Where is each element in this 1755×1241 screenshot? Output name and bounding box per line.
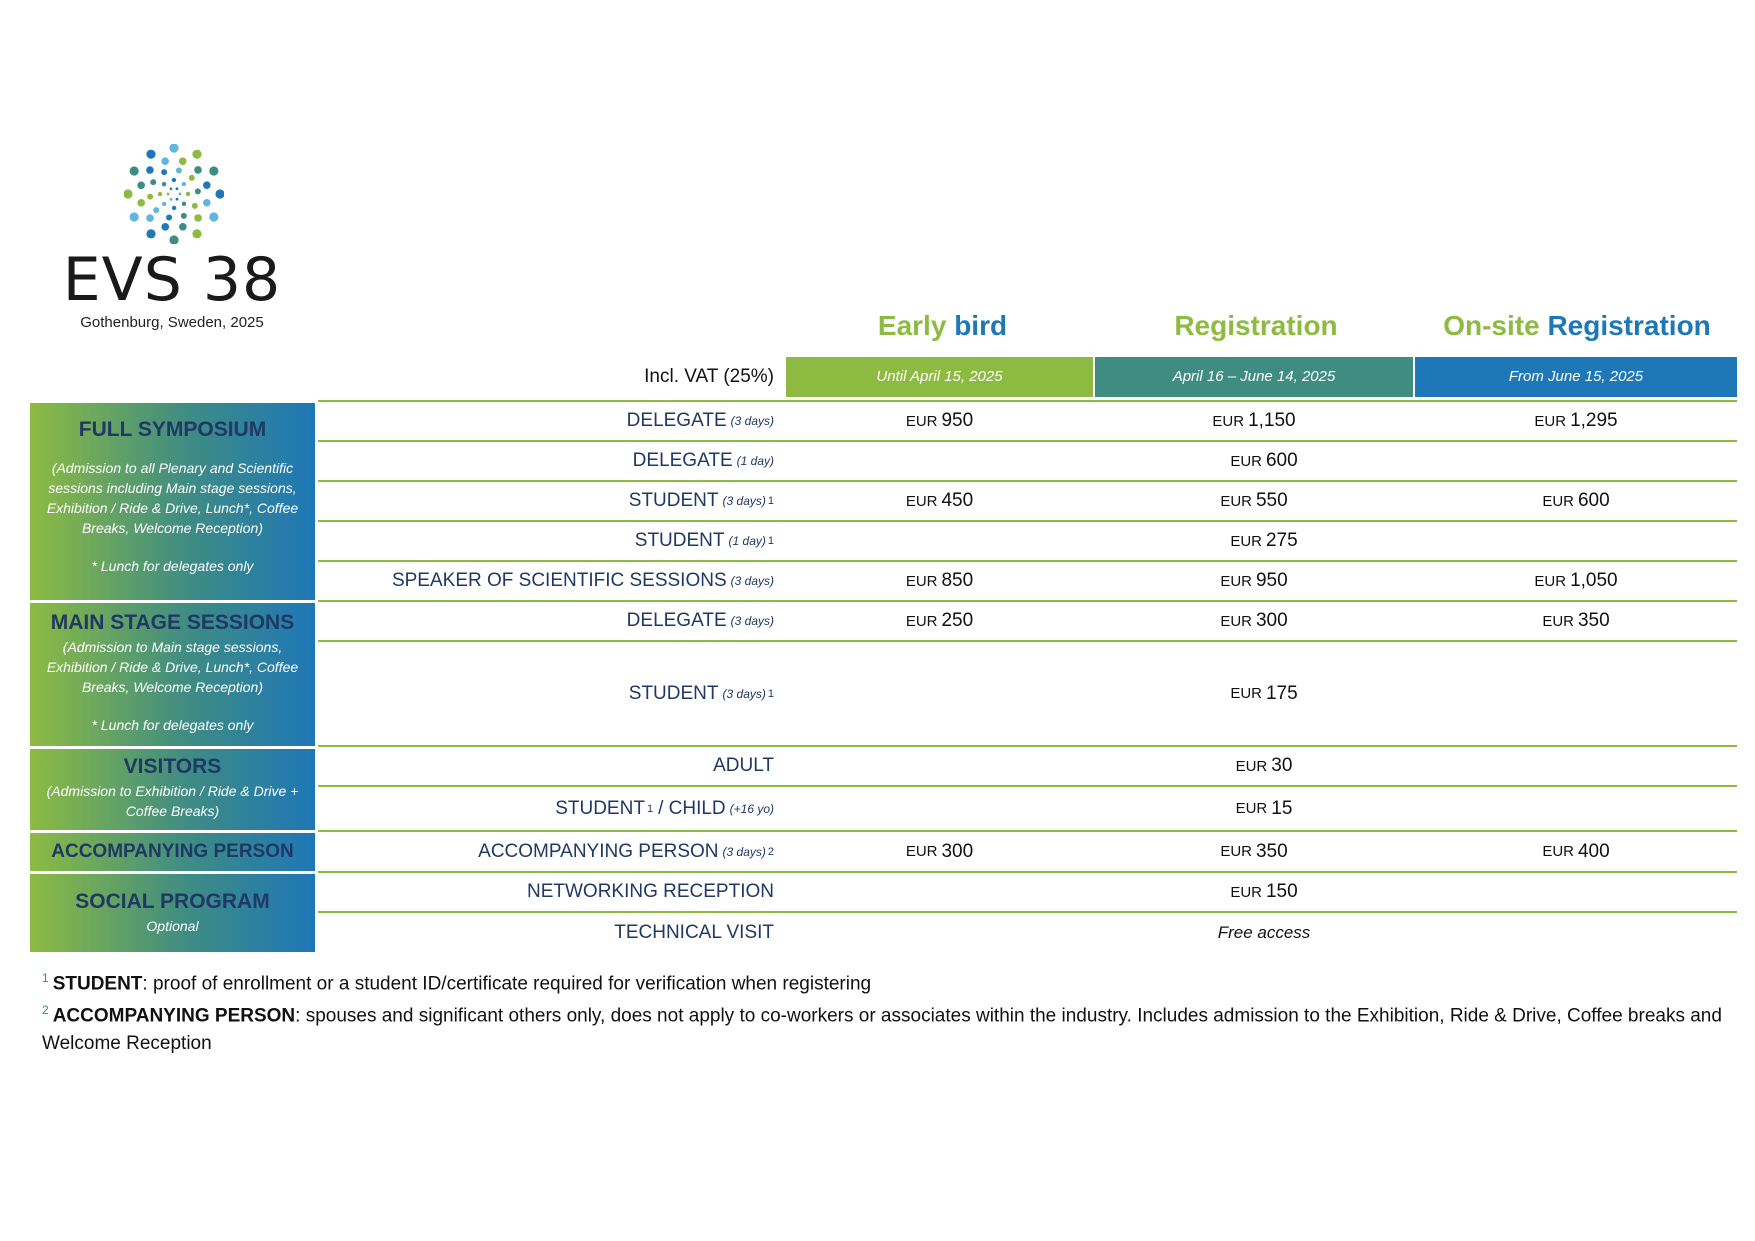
- category-title: ACCOMPANYING PERSON: [51, 841, 294, 862]
- logo-dot: [170, 187, 173, 190]
- currency: EUR: [1542, 843, 1574, 860]
- row-label: [318, 787, 774, 830]
- footnote-term: ACCOMPANYING PERSON: [52, 1005, 296, 1027]
- table-row: [318, 873, 1737, 913]
- logo-dot: [146, 150, 155, 159]
- footnote-mark: 1: [42, 971, 49, 985]
- label-text: STUDENT: [628, 490, 719, 511]
- price-value: 600: [1265, 450, 1298, 471]
- logo-dot: [169, 235, 178, 244]
- category-visitors: [30, 749, 315, 830]
- logo-dot: [162, 182, 166, 186]
- price-value: 300: [1255, 610, 1288, 631]
- price-value: 250: [941, 610, 974, 631]
- column-header-early-bird: [790, 308, 1095, 344]
- currency: EUR: [1220, 492, 1252, 510]
- price-onsite: [1415, 482, 1737, 520]
- price-value: 350: [1255, 840, 1288, 862]
- logo-dot: [179, 223, 187, 231]
- footnote-term: STUDENT: [52, 973, 143, 995]
- logo-dot: [176, 168, 182, 174]
- price-value: 1,295: [1570, 410, 1618, 431]
- logo-dot: [189, 175, 195, 181]
- label-qualifier: (+16 yo): [729, 801, 774, 816]
- logo-dot: [124, 189, 133, 198]
- price-early: [786, 482, 1093, 520]
- logo-dot: [209, 212, 218, 221]
- footnote-1: [42, 965, 1732, 997]
- currency: EUR: [1534, 572, 1567, 590]
- category-social-program: [30, 874, 315, 952]
- price-value: 150: [1265, 881, 1298, 902]
- label-text: STUDENT: [628, 682, 719, 704]
- category-main-stage: [30, 603, 315, 746]
- label-text: / CHILD: [658, 797, 726, 819]
- logo-dot: [146, 229, 155, 238]
- price-value: 1,050: [1570, 570, 1618, 591]
- currency: EUR: [1235, 800, 1268, 817]
- logo-dot: [130, 212, 139, 221]
- table-row: [318, 522, 1737, 562]
- logo-dot: [167, 193, 170, 196]
- currency: EUR: [905, 612, 938, 630]
- logo-dot: [153, 207, 159, 213]
- logo-dot: [195, 188, 201, 194]
- logo-dot: [146, 214, 154, 222]
- footnote-mark: 2: [767, 845, 774, 858]
- label-qualifier: (3 days): [730, 574, 774, 588]
- vat-label: Incl. VAT (25%): [644, 366, 774, 387]
- table-row: [318, 832, 1737, 873]
- label-text: ADULT: [713, 755, 774, 776]
- price-value: 15: [1271, 797, 1293, 819]
- table-row: [318, 482, 1737, 522]
- logo-dot: [209, 166, 218, 175]
- date-band-registration: April 16 – June 14, 2025: [1095, 357, 1413, 397]
- currency: EUR: [1220, 572, 1252, 590]
- price-registration: [1095, 482, 1413, 520]
- label-text: ACCOMPANYING PERSON: [478, 840, 719, 862]
- date-band-onsite: From June 15, 2025: [1415, 357, 1737, 397]
- logo-dot: [170, 198, 173, 201]
- row-label: [318, 482, 774, 520]
- footnotes: [42, 965, 1732, 1057]
- footnote-mark: 1: [767, 495, 774, 507]
- row-label: [318, 832, 774, 871]
- price-onsite: [1415, 832, 1737, 871]
- price-registration: [1095, 562, 1413, 600]
- header-word: Registration: [1547, 310, 1711, 341]
- label-qualifier: (3 days): [722, 686, 766, 701]
- logo-dot: [147, 194, 153, 200]
- category-description: Optional: [146, 918, 199, 934]
- label-text: TECHNICAL VISIT: [614, 922, 774, 943]
- logo-dot: [146, 166, 154, 174]
- logo-dot: [162, 202, 166, 206]
- logo-dot: [176, 187, 179, 190]
- header-word: On-site: [1443, 310, 1540, 341]
- footnote-text: : proof of enrollment or a student ID/certificate required for verification when registering: [142, 973, 872, 995]
- price-registration: [1095, 402, 1413, 440]
- logo-dot: [172, 178, 176, 182]
- logo-dot: [130, 166, 139, 175]
- currency: EUR: [905, 412, 938, 430]
- footnote-mark: 2: [42, 1003, 49, 1018]
- price-early: [786, 602, 1093, 640]
- row-label: [318, 522, 774, 560]
- row-label: [318, 602, 774, 640]
- logo-dot: [161, 223, 169, 231]
- logo-mark: [124, 144, 224, 244]
- currency: EUR: [1220, 612, 1252, 630]
- currency: EUR: [1212, 412, 1245, 430]
- currency: EUR: [1534, 412, 1567, 430]
- label-text: DELEGATE: [632, 450, 733, 471]
- logo-subtitle: Gothenburg, Sweden, 2025: [80, 314, 264, 331]
- currency: EUR: [1220, 843, 1252, 860]
- price-value: 950: [1255, 570, 1288, 591]
- category-description: (Admission to all Plenary and Scientific sessions including Main stage sessions, Exhibition / Ride & Drive, Lunch*, Coffee Breaks, Welcome Reception): [46, 460, 299, 536]
- column-header-onsite: [1417, 308, 1737, 344]
- footnote-mark: 1: [767, 535, 774, 547]
- footnote-text: : spouses and significant others only, does not apply to co-workers or associates within the industry. Includes admission to the Exhibition, Ride & Drive, Coffee breaks and Welcome Reception: [42, 1005, 1722, 1054]
- logo-dot: [161, 169, 167, 175]
- label-qualifier: (3 days): [730, 614, 774, 628]
- logo-dot: [179, 193, 182, 196]
- currency: EUR: [1230, 452, 1262, 470]
- currency: EUR: [1542, 492, 1574, 510]
- logo-dot: [194, 214, 202, 222]
- label-text: STUDENT: [634, 530, 725, 551]
- label-qualifier: (1 day): [736, 454, 774, 468]
- logo-dot: [176, 198, 179, 201]
- logo-dot: [172, 206, 176, 210]
- logo-dot: [158, 192, 162, 196]
- currency: EUR: [1235, 757, 1268, 775]
- category-title: FULL SYMPOSIUM: [78, 418, 267, 441]
- price-all-periods: [1095, 873, 1433, 911]
- currency: EUR: [905, 843, 938, 860]
- price-value: 550: [1255, 490, 1288, 511]
- logo-dot: [192, 203, 198, 209]
- label-text: DELEGATE: [626, 410, 727, 431]
- price-onsite: [1415, 562, 1737, 600]
- logo-dot: [215, 189, 224, 198]
- table-row: [318, 642, 1737, 747]
- currency: EUR: [1230, 685, 1262, 702]
- price-all-periods: [1095, 747, 1433, 785]
- logo-dot: [137, 181, 145, 189]
- logo-dot: [137, 199, 145, 207]
- category-accompanying: [30, 833, 315, 871]
- table-row: [318, 913, 1737, 953]
- currency: EUR: [905, 492, 938, 510]
- logo-dot: [192, 150, 201, 159]
- category-description: (Admission to Exhibition / Ride & Drive + Coffee Breaks): [46, 783, 299, 819]
- footnote-mark: 1: [767, 687, 774, 700]
- price-registration: [1095, 602, 1413, 640]
- logo-dot: [181, 213, 187, 219]
- label-qualifier: (1 day): [728, 534, 766, 548]
- price-all-periods: [1095, 522, 1433, 560]
- header-word: bird: [954, 310, 1008, 341]
- label-text: NETWORKING RECEPTION: [526, 881, 774, 902]
- label-text: DELEGATE: [626, 610, 727, 631]
- table-row: [318, 400, 1737, 442]
- row-label: [318, 873, 774, 911]
- price-value: 850: [941, 570, 974, 591]
- label-text: SPEAKER OF SCIENTIFIC SESSIONS: [391, 570, 727, 591]
- price-value: 300: [941, 840, 974, 862]
- logo-dot: [194, 166, 202, 174]
- price-value: 950: [941, 410, 974, 431]
- currency: EUR: [1542, 612, 1574, 630]
- header-word: Early: [877, 310, 947, 341]
- logo-dot: [150, 179, 156, 185]
- row-label: [318, 913, 774, 953]
- footnote-2: [42, 997, 1732, 1056]
- price-value: 30: [1271, 755, 1293, 776]
- label-qualifier: (3 days): [722, 844, 766, 859]
- logo-dot: [186, 192, 190, 196]
- price-early: [786, 562, 1093, 600]
- price-value: 450: [941, 490, 974, 511]
- table-row: [318, 562, 1737, 602]
- category-title: SOCIAL PROGRAM: [75, 890, 270, 913]
- label-qualifier: (3 days): [730, 414, 774, 428]
- logo-dot: [169, 144, 178, 153]
- category-full-symposium: [30, 403, 315, 600]
- row-label: [318, 642, 774, 745]
- footnote-mark: 1: [646, 802, 654, 815]
- category-title: MAIN STAGE SESSIONS: [50, 611, 295, 634]
- table-row: [318, 747, 1737, 787]
- currency: EUR: [1230, 883, 1262, 901]
- price-value: 350: [1577, 610, 1610, 631]
- price-onsite: [1415, 402, 1737, 440]
- category-note: * Lunch for delegates only: [91, 717, 254, 733]
- price-all-periods: [1095, 642, 1433, 745]
- table-row: [318, 787, 1737, 832]
- row-label: [318, 442, 774, 480]
- row-label: [318, 747, 774, 785]
- row-label: [318, 562, 774, 600]
- price-registration: [1095, 832, 1413, 871]
- currency: EUR: [905, 572, 938, 590]
- logo-title: EVS 38: [62, 245, 282, 315]
- label-qualifier: (3 days): [722, 494, 766, 508]
- price-value: 400: [1577, 840, 1610, 862]
- price-all-periods: [1095, 787, 1433, 830]
- logo-dot: [203, 181, 211, 189]
- category-title: VISITORS: [123, 755, 222, 778]
- price-early: [786, 832, 1093, 871]
- logo-dot: [182, 182, 186, 186]
- price-value: 600: [1577, 490, 1610, 511]
- column-header-registration: Registration: [1174, 310, 1338, 341]
- price-all-periods: Free access: [1217, 923, 1311, 942]
- date-band-early: Until April 15, 2025: [786, 357, 1093, 397]
- logo-dot: [179, 157, 187, 165]
- price-value: 1,150: [1248, 410, 1296, 431]
- label-text: STUDENT: [555, 797, 645, 819]
- price-all-periods: [1095, 442, 1433, 480]
- logo-dot: [192, 229, 201, 238]
- table-row: [318, 442, 1737, 482]
- category-note: * Lunch for delegates only: [91, 558, 254, 574]
- currency: EUR: [1230, 532, 1262, 550]
- logo-dot: [182, 202, 186, 206]
- row-label: [318, 402, 774, 440]
- logo-dot: [166, 214, 172, 220]
- price-value: 175: [1265, 682, 1298, 704]
- price-value: 275: [1265, 530, 1298, 551]
- logo-dot: [203, 199, 211, 207]
- logo-dot: [161, 157, 169, 165]
- price-onsite: [1415, 602, 1737, 640]
- price-early: [786, 402, 1093, 440]
- category-description: (Admission to Main stage sessions, Exhibition / Ride & Drive, Lunch*, Coffee Breaks, Welcome Reception): [46, 639, 299, 695]
- table-row: [318, 602, 1737, 642]
